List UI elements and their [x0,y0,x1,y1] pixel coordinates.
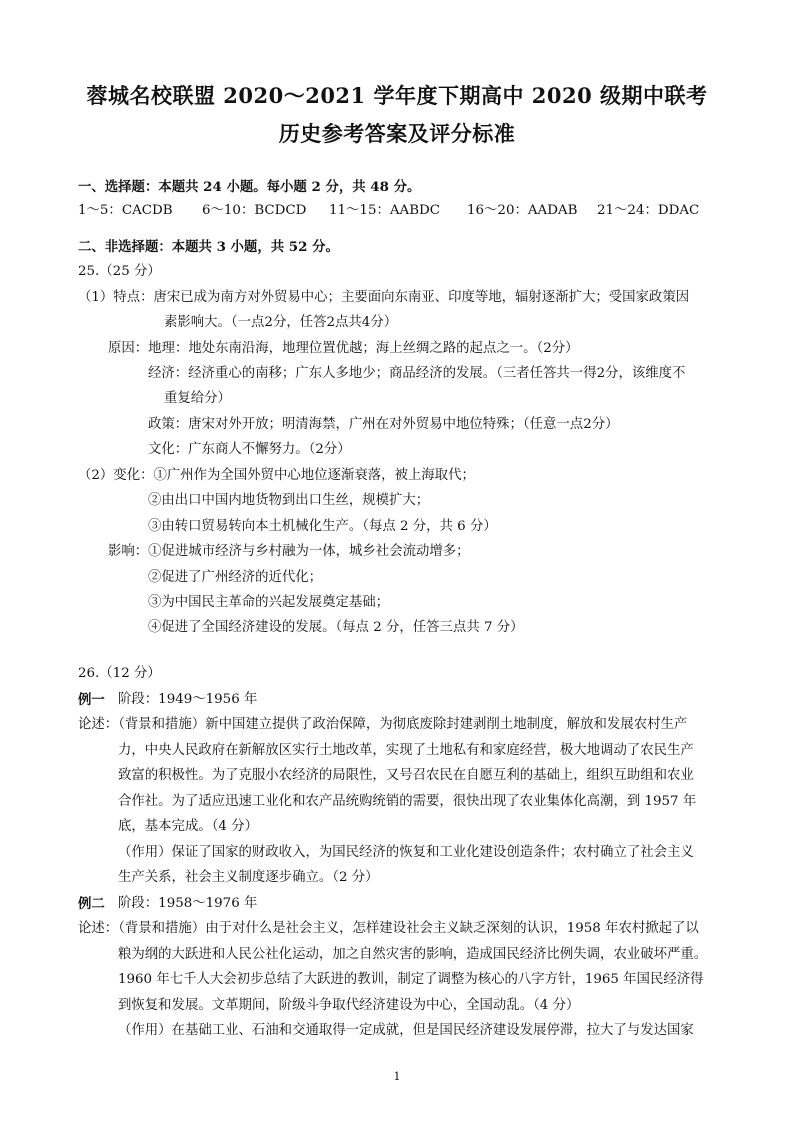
q26-example2-text: 粮为纲的大跃进和人民公社化运动，加之自然灾害的影响，造成国民经济比例失调，农业破坏严重。 [118,947,708,962]
q25-reason-policy: 政策：唐宋对外开放；明清海禁，广州在对外贸易中地位特殊；（任意一点2分） [148,417,619,432]
mc-answer-group: 6～10：BCDCD [202,203,307,218]
document-title: 蓉城名校联盟 2020～2021 学年度下期高中 2020 级期中联考 [86,83,708,108]
q25-change-item: ③由转口贸易转向本土机械化生产。（每点 2 分，共 6 分） [148,519,497,534]
q26-example2-text: 到恢复和发展。文革期间，阶级斗争取代经济建设为中心，全国动乱。（4 分） [118,998,580,1013]
q25-features-line: （1）特点：唐宋已成为南方对外贸易中心；主要面向东南亚、印度等地，辐射逐渐扩大；受国家政策因 [78,290,690,305]
page-number: 1 [393,1070,401,1083]
q26-example2-text: （作用）在基础工业、石油和交通取得一定成就，但是国民经济建设发展停滞，拉大了与发达国家 [118,1023,694,1038]
q25-change-item: （2）变化：①广州作为全国外贸中心地位逐渐衰落，被上海取代； [78,468,475,483]
q25-reason-economy: 经济：经济重心的南移；广东人多地少；商品经济的发展。（三者任答共一得2分，该维度不 [148,366,686,381]
q26-number: 26.（12 分） [78,666,161,681]
section2-heading: 二、非选择题：本题共 3 小题，共 52 分。 [78,239,339,255]
q26-example1-text: 致富的积极性。为了克服小农经济的局限性，又号召农民在自愿互利的基础上，组织互助组和农业 [118,768,694,783]
q26-example1-text: 底，基本完成。（4 分） [118,819,258,834]
q25-reason-culture: 文化：广东商人不懈努力。（2分） [148,442,351,457]
q26-example1-stage: 阶段：1949～1956 年 [118,692,258,707]
q25-reason-geography: 原因：地理：地处东南沿海，地理位置优越；海上丝绸之路的起点之一。（2分） [108,341,579,356]
q26-example1-text: （作用）保证了国家的财政收入，为国民经济的恢复和工业化建设创造条件；农村确立了社会主义 [118,845,694,860]
q25-impact-item: ④促进了全国经济建设的发展。（每点 2 分，任答三点共 7 分） [148,620,524,635]
q26-example2-text: 论述：（背景和措施）由于对什么是社会主义，怎样建设社会主义缺乏深刻的认识，1958 年农村掀起了以 [78,921,699,936]
q25-impact-item: ②促进了广州经济的近代化； [148,570,323,585]
q25-number: 25.（25 分） [78,264,161,279]
q26-example2-stage: 阶段：1958～1976 年 [118,896,258,911]
q25-impact-item: ③为中国民主革命的兴起发展奠定基础； [148,595,390,610]
mc-answer-group: 21～24：DDAC [597,203,700,218]
q26-example1-label: 例一 [78,692,105,708]
q26-example2-text: 1960 年七千人大会初步总结了大跃进的教训，制定了调整为核心的八字方针，1965 年国民经济得 [118,972,704,987]
q25-features-line: 素影响大。（一点2分，任答2点共4分） [164,315,398,330]
q25-change-item: ②由出口中国内地货物到出口生丝，规模扩大； [148,493,430,508]
q26-example1-text: 论述：（背景和措施）新中国建立提供了政治保障，为彻底废除封建剥削土地制度，解放和发展农村生产 [78,717,688,732]
section1-heading: 一、选择题：本题共 24 小题。每小题 2 分，共 48 分。 [78,179,421,195]
mc-answer-group: 1～5：CACDB [78,203,173,218]
q26-example1-text: 合作社。为了适应迅速工业化和农产品统购统销的需要，很快出现了农业集体化高潮，到 1957 年 [118,794,697,809]
mc-answer-group: 11～15：AABDC [329,203,441,218]
q25-impact-item: 影响：①促进城市经济与乡村融为一体，城乡社会流动增多； [108,544,470,559]
q26-example1-text: 生产关系，社会主义制度逐步确立。（2 分） [118,870,379,885]
q26-example2-label: 例二 [78,896,105,912]
document-subtitle: 历史参考答案及评分标准 [278,121,516,146]
q25-reason-economy: 重复给分） [164,391,231,406]
mc-answer-group: 16～20：AADAB [467,203,578,218]
q26-example1-text: 力，中央人民政府在新解放区实行土地改革，实现了土地私有和家庭经营，极大地调动了农民生产 [118,743,694,758]
